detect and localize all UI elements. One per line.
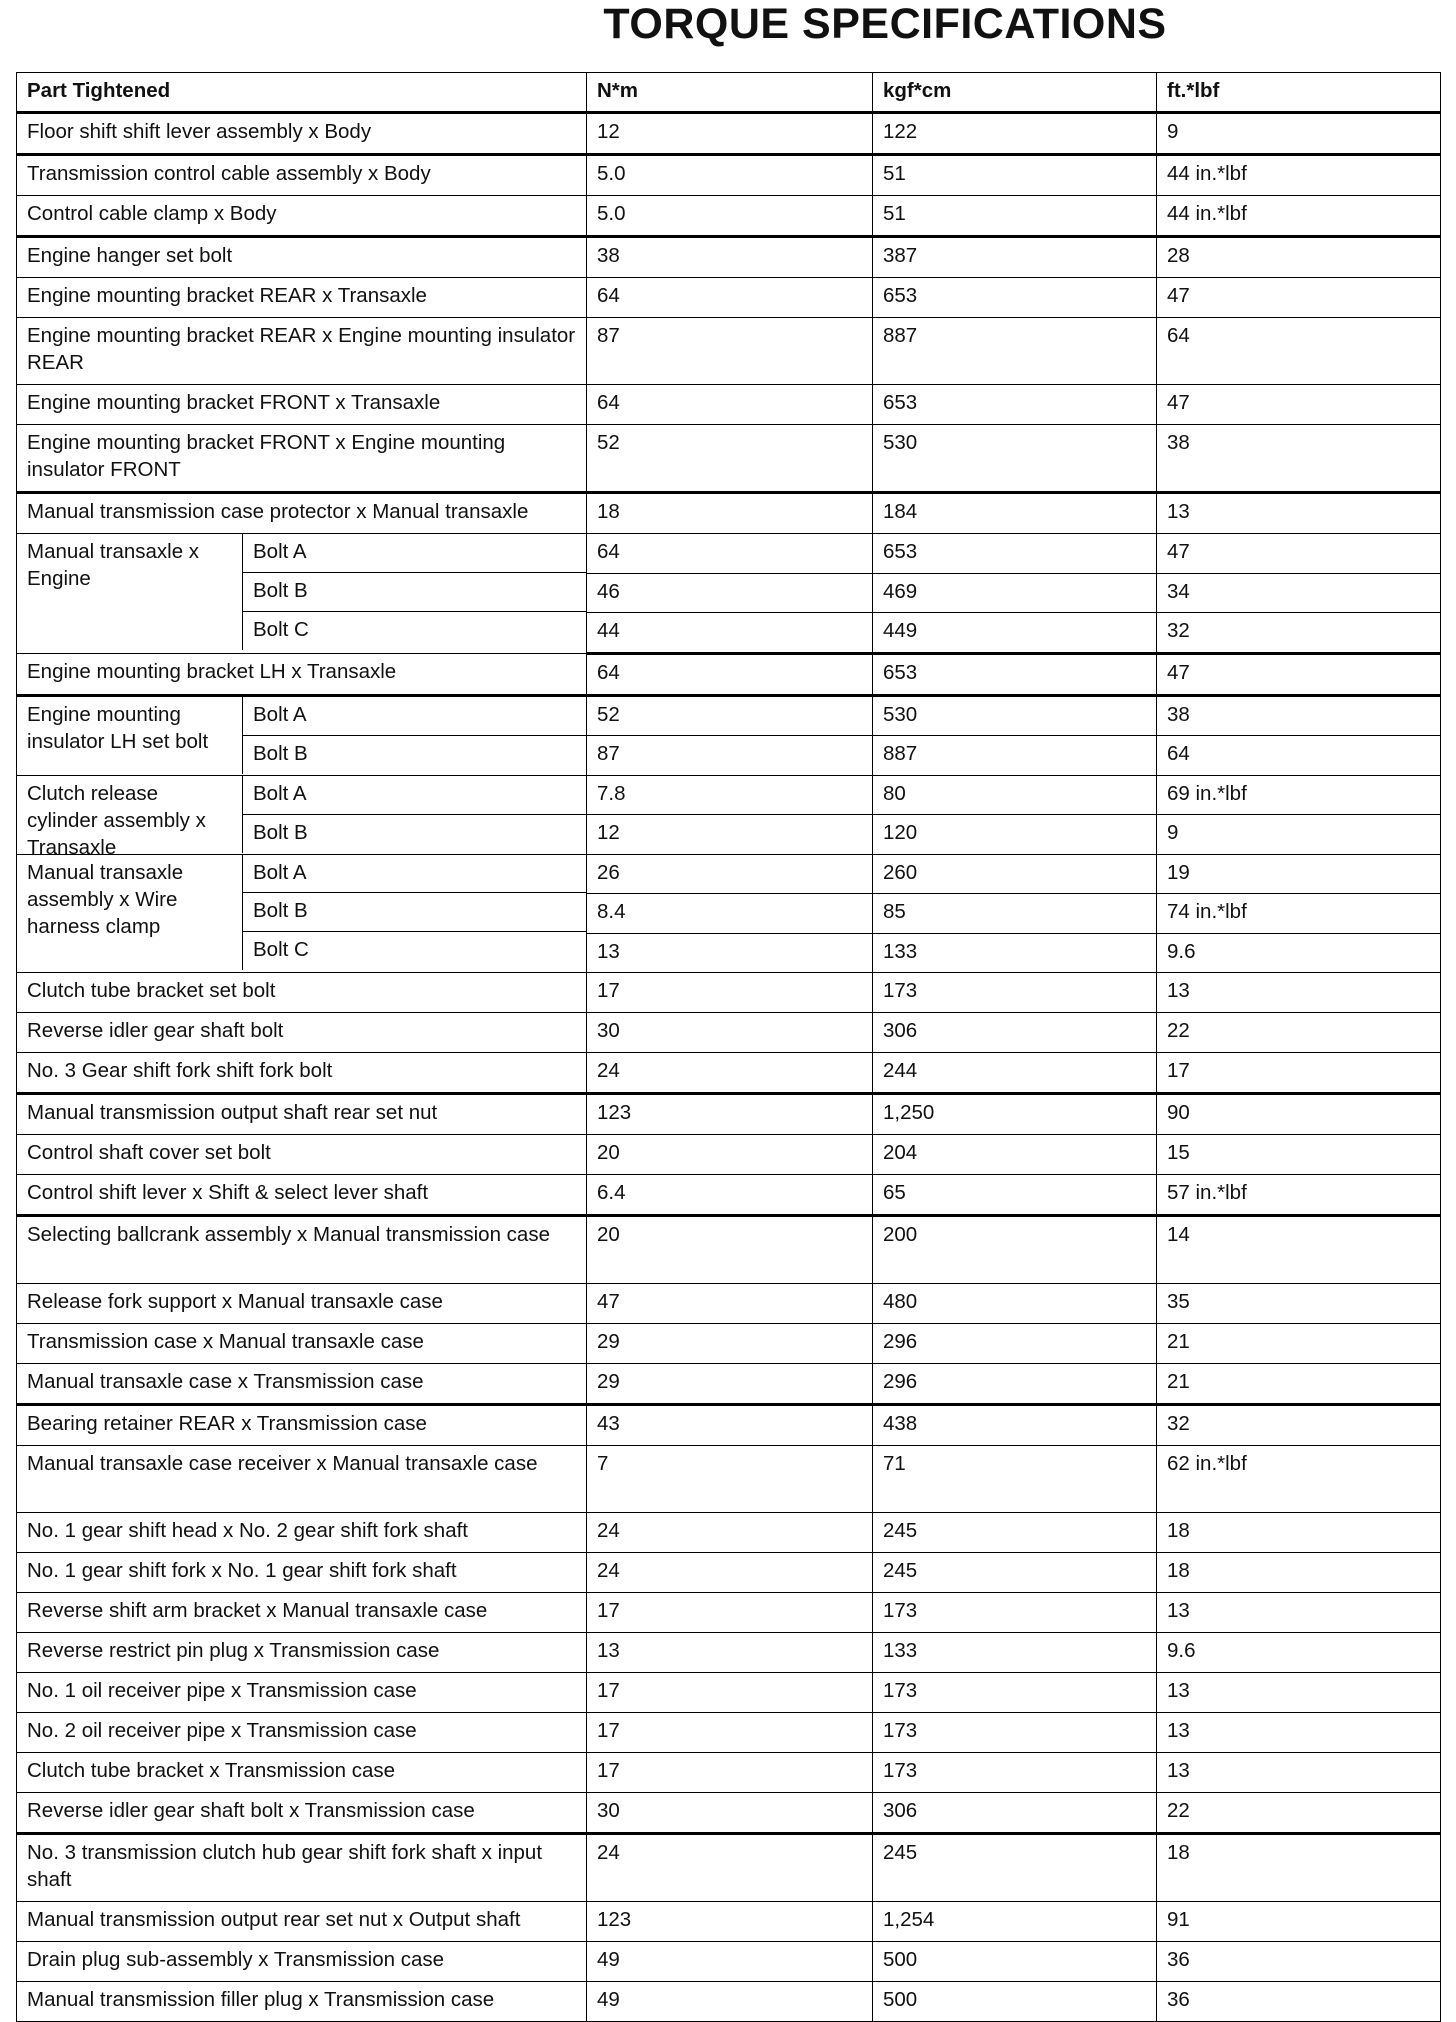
value-nm: 87 [587,318,873,385]
table-row [17,1284,1441,1324]
value-nm: 87 [587,736,873,776]
table-row [17,1446,1441,1513]
value-nm: 5.0 [587,196,873,237]
value-nm: 12 [587,815,873,855]
value-ft: 28 [1157,237,1441,278]
value-ft: 47 [1157,278,1441,318]
part-name: Engine mounting bracket REAR x Engine mounting insulator REAR [17,318,587,385]
header-kgf-cm: kgf*cm [873,73,1157,113]
value-kgf: 173 [873,1673,1157,1713]
table-row [17,1364,1441,1405]
table-row [17,1902,1441,1942]
value-kgf: 260 [873,854,1157,894]
table-row [17,1834,1441,1902]
table-row [17,1053,1441,1094]
table-row [17,1553,1441,1593]
part-name: No. 1 gear shift head x No. 2 gear shift fork shaft [17,1513,587,1553]
table-row [17,1324,1441,1364]
value-kgf: 1,254 [873,1902,1157,1942]
value-ft: 64 [1157,736,1441,776]
bolt-label: Bolt A [243,855,586,894]
part-name: Manual transmission output shaft rear set nut [17,1094,587,1135]
value-kgf: 133 [873,1633,1157,1673]
part-group-wrapper [17,776,586,859]
value-nm: 47 [587,1284,873,1324]
bolt-list [243,534,586,650]
value-nm: 52 [587,695,873,736]
page-title: TORQUE SPECIFICATIONS [603,0,1167,48]
value-ft: 44 in.*lbf [1157,196,1441,237]
value-nm: 17 [587,973,873,1013]
value-kgf: 449 [873,613,1157,654]
value-nm: 5.0 [587,155,873,196]
part-name: No. 3 transmission clutch hub gear shift fork shaft x input shaft [17,1834,587,1902]
value-kgf: 296 [873,1364,1157,1405]
table-row [17,1405,1441,1446]
table-row [17,493,1441,534]
value-ft: 35 [1157,1284,1441,1324]
value-ft: 74 in.*lbf [1157,894,1441,934]
table-row [17,1013,1441,1053]
table-row [17,1513,1441,1553]
value-ft: 22 [1157,1793,1441,1834]
table-row [17,1793,1441,1834]
value-ft: 9 [1157,815,1441,855]
part-name: Reverse idler gear shaft bolt [17,1013,587,1053]
value-nm: 30 [587,1013,873,1053]
part-name: Reverse shift arm bracket x Manual transaxle case [17,1593,587,1633]
part-name: No. 1 oil receiver pipe x Transmission case [17,1673,587,1713]
bolt-label: Bolt B [253,820,308,844]
value-kgf: 51 [873,196,1157,237]
value-ft: 62 in.*lbf [1157,1446,1441,1513]
part-name: Control cable clamp x Body [17,196,587,237]
value-kgf: 80 [873,775,1157,815]
value-nm: 30 [587,1793,873,1834]
value-nm: 64 [587,653,873,695]
value-kgf: 530 [873,425,1157,493]
value-nm: 38 [587,237,873,278]
value-kgf: 120 [873,815,1157,855]
part-group-wrapper [17,697,586,774]
part-name: Drain plug sub-assembly x Transmission case [17,1942,587,1982]
value-ft: 47 [1157,653,1441,695]
value-ft: 38 [1157,695,1441,736]
value-ft: 44 in.*lbf [1157,155,1441,196]
part-group-cell [17,534,587,654]
table-row [17,1094,1441,1135]
value-ft: 38 [1157,425,1441,493]
value-kgf: 1,250 [873,1094,1157,1135]
value-ft: 18 [1157,1834,1441,1902]
value-ft: 9.6 [1157,933,1441,973]
value-kgf: 500 [873,1982,1157,2022]
bolt-label: Bolt B [243,893,586,932]
part-name: Manual transaxle case receiver x Manual transaxle case [17,1446,587,1513]
value-nm: 17 [587,1753,873,1793]
value-kgf: 184 [873,493,1157,534]
part-group-wrapper [17,855,586,971]
part-name: Engine mounting bracket REAR x Transaxle [17,278,587,318]
part-name: No. 3 Gear shift fork shift fork bolt [17,1053,587,1094]
value-kgf: 653 [873,653,1157,695]
bolt-label: Bolt A [243,534,586,573]
part-name: Engine mounting insulator LH set bolt [17,697,243,774]
table-row [17,237,1441,278]
value-kgf: 438 [873,1405,1157,1446]
value-kgf: 245 [873,1553,1157,1593]
value-ft: 36 [1157,1982,1441,2022]
value-ft: 34 [1157,573,1441,613]
value-kgf: 887 [873,318,1157,385]
value-ft: 19 [1157,854,1441,894]
bolt-list [243,697,586,774]
value-ft: 13 [1157,973,1441,1013]
table-row [17,1175,1441,1216]
bolt-label: Bolt B [243,573,586,612]
value-kgf: 500 [873,1942,1157,1982]
table-row [17,973,1441,1013]
value-ft: 13 [1157,493,1441,534]
value-nm: 43 [587,1405,873,1446]
table-row [17,196,1441,237]
table-row [17,1942,1441,1982]
value-nm: 29 [587,1324,873,1364]
value-nm: 13 [587,933,873,973]
part-name: Manual transmission output rear set nut x Output shaft [17,1902,587,1942]
table-row [17,695,1441,736]
value-ft: 9.6 [1157,1633,1441,1673]
bolt-list [243,855,586,971]
torque-spec-table [16,72,1441,2022]
value-nm: 64 [587,278,873,318]
part-name: Engine mounting bracket FRONT x Engine mounting insulator FRONT [17,425,587,493]
value-kgf: 133 [873,933,1157,973]
value-nm: 17 [587,1713,873,1753]
part-name: Floor shift shift lever assembly x Body [17,113,587,155]
header-nm: N*m [587,73,873,113]
value-kgf: 653 [873,385,1157,425]
part-name: Engine mounting bracket FRONT x Transaxle [17,385,587,425]
value-ft: 17 [1157,1053,1441,1094]
bolt-label: Bolt C [253,617,309,641]
value-kgf: 173 [873,973,1157,1013]
part-name: Transmission control cable assembly x Body [17,155,587,196]
part-name: Bearing retainer REAR x Transmission case [17,1405,587,1446]
value-nm: 13 [587,1633,873,1673]
part-name: Transmission case x Manual transaxle case [17,1324,587,1364]
part-group-cell [17,775,587,859]
value-nm: 44 [587,613,873,654]
value-nm: 49 [587,1982,873,2022]
part-name: Manual transmission case protector x Manual transaxle [17,493,587,534]
value-kgf: 173 [873,1713,1157,1753]
part-name: Manual transaxle assembly x Wire harness clamp [17,855,243,971]
value-nm: 17 [587,1673,873,1713]
table-row [17,1135,1441,1175]
value-ft: 32 [1157,1405,1441,1446]
value-kgf: 653 [873,278,1157,318]
value-ft: 64 [1157,318,1441,385]
value-kgf: 122 [873,113,1157,155]
table-row [17,775,1441,815]
value-ft: 32 [1157,613,1441,654]
value-ft: 14 [1157,1216,1441,1284]
value-kgf: 204 [873,1135,1157,1175]
value-nm: 18 [587,493,873,534]
part-name: Clutch tube bracket x Transmission case [17,1753,587,1793]
table-row [17,1713,1441,1753]
value-nm: 26 [587,854,873,894]
part-name: Reverse idler gear shaft bolt x Transmission case [17,1793,587,1834]
value-ft: 13 [1157,1753,1441,1793]
bolt-label: Bolt B [253,741,308,765]
table-row [17,1753,1441,1793]
value-nm: 64 [587,385,873,425]
value-ft: 36 [1157,1942,1441,1982]
table-row [17,113,1441,155]
value-ft: 47 [1157,534,1441,574]
table-row [17,318,1441,385]
value-nm: 24 [587,1053,873,1094]
value-nm: 6.4 [587,1175,873,1216]
part-name: Manual transaxle case x Transmission case [17,1364,587,1405]
table-row [17,1673,1441,1713]
value-ft: 13 [1157,1593,1441,1633]
part-name: Manual transaxle x Engine [17,534,243,650]
value-ft: 22 [1157,1013,1441,1053]
part-name: Manual transmission filler plug x Transmission case [17,1982,587,2022]
value-kgf: 245 [873,1834,1157,1902]
value-ft: 21 [1157,1364,1441,1405]
part-name: Engine mounting bracket LH x Transaxle [17,653,587,695]
value-ft: 91 [1157,1902,1441,1942]
value-nm: 12 [587,113,873,155]
value-ft: 57 in.*lbf [1157,1175,1441,1216]
value-nm: 46 [587,573,873,613]
value-kgf: 173 [873,1593,1157,1633]
value-kgf: 85 [873,894,1157,934]
table-row [17,1216,1441,1284]
value-nm: 7 [587,1446,873,1513]
value-kgf: 296 [873,1324,1157,1364]
value-ft: 13 [1157,1673,1441,1713]
table-header-row [17,73,1441,113]
part-name: Clutch release cylinder assembly x Transaxle [17,776,243,853]
part-group-cell [17,695,587,775]
part-name: Engine hanger set bolt [17,237,587,278]
value-nm: 123 [587,1094,873,1135]
value-kgf: 887 [873,736,1157,776]
value-ft: 47 [1157,385,1441,425]
table-row [17,1633,1441,1673]
value-ft: 18 [1157,1513,1441,1553]
value-ft: 9 [1157,113,1441,155]
value-kgf: 71 [873,1446,1157,1513]
value-kgf: 51 [873,155,1157,196]
bolt-label: Bolt A [243,776,586,815]
table-row [17,534,1441,574]
part-name: Selecting ballcrank assembly x Manual transmission case [17,1216,587,1284]
part-name: Control shaft cover set bolt [17,1135,587,1175]
value-ft: 15 [1157,1135,1441,1175]
table-row [17,155,1441,196]
value-ft: 69 in.*lbf [1157,775,1441,815]
header-ft-lbf: ft.*lbf [1157,73,1441,113]
part-name: No. 1 gear shift fork x No. 1 gear shift fork shaft [17,1553,587,1593]
part-name: Reverse restrict pin plug x Transmission case [17,1633,587,1673]
value-nm: 8.4 [587,894,873,934]
part-name: No. 2 oil receiver pipe x Transmission case [17,1713,587,1753]
table-row [17,854,1441,894]
value-kgf: 469 [873,573,1157,613]
value-ft: 21 [1157,1324,1441,1364]
table-row [17,1982,1441,2022]
bolt-label: Bolt C [253,938,309,962]
value-nm: 49 [587,1942,873,1982]
value-nm: 64 [587,534,873,574]
part-name: Clutch tube bracket set bolt [17,973,587,1013]
value-nm: 20 [587,1135,873,1175]
value-kgf: 244 [873,1053,1157,1094]
table-body [17,113,1441,2022]
value-ft: 13 [1157,1713,1441,1753]
value-ft: 18 [1157,1553,1441,1593]
part-name: Control shift lever x Shift & select lever shaft [17,1175,587,1216]
table-row [17,653,1441,695]
value-nm: 29 [587,1364,873,1405]
part-group-wrapper [17,534,586,650]
value-kgf: 306 [873,1013,1157,1053]
value-nm: 24 [587,1553,873,1593]
part-group-cell [17,854,587,973]
bolt-list [243,776,586,853]
value-nm: 123 [587,1902,873,1942]
value-kgf: 65 [873,1175,1157,1216]
table-row [17,278,1441,318]
value-kgf: 245 [873,1513,1157,1553]
value-kgf: 530 [873,695,1157,736]
table-row [17,425,1441,493]
value-nm: 24 [587,1513,873,1553]
value-nm: 20 [587,1216,873,1284]
part-name: Release fork support x Manual transaxle case [17,1284,587,1324]
value-kgf: 306 [873,1793,1157,1834]
value-kgf: 480 [873,1284,1157,1324]
value-kgf: 200 [873,1216,1157,1284]
value-kgf: 653 [873,534,1157,574]
value-kgf: 387 [873,237,1157,278]
value-ft: 90 [1157,1094,1441,1135]
bolt-label: Bolt A [243,697,586,736]
table-row [17,1593,1441,1633]
value-nm: 17 [587,1593,873,1633]
table-row [17,385,1441,425]
value-nm: 7.8 [587,775,873,815]
value-kgf: 173 [873,1753,1157,1793]
header-part-tightened: Part Tightened [17,73,587,113]
value-nm: 52 [587,425,873,493]
value-nm: 24 [587,1834,873,1902]
